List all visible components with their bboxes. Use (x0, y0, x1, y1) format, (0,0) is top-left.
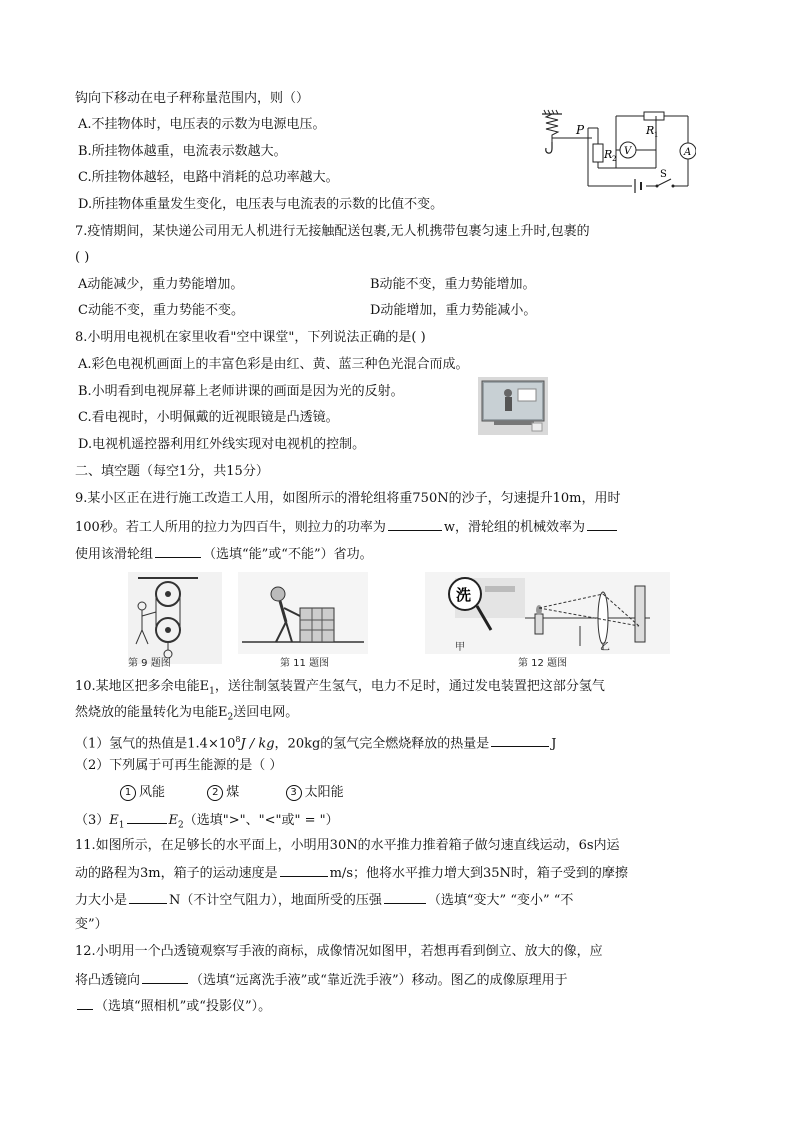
q9-line-3-text-a: 使用该滑轮组 (75, 547, 154, 562)
q12-line-3-text: （选填“照相机”或“投影仪”）。 (95, 999, 272, 1014)
q11-line-2 (75, 862, 628, 884)
label-r2-sub: 2 (612, 155, 617, 163)
q10-p3-e1-sub: 1 (118, 820, 125, 831)
q9-blank-save-work[interactable] (155, 543, 201, 558)
figure-11-caption: 第 11 题图 (280, 658, 330, 669)
q7-option-a: A动能减少，重力势能增加。 (78, 277, 244, 292)
q9-pulley-figure (128, 572, 222, 664)
q8-option-a: A.彩色电视机画面上的丰富色彩是由红、黄、蓝三种色光混合而成。 (78, 357, 469, 372)
q7-option-d: D动能增加，重力势能减小。 (370, 303, 537, 318)
q9-blank-efficiency[interactable] (587, 516, 617, 531)
q11-blank-pressure[interactable] (384, 889, 426, 904)
q12-line-2 (75, 969, 568, 991)
q12-line-1: 12.小明用一个凸透镜观察写手液的商标，成像情况如图甲，若想再看到倒立、放大的像，应 (75, 944, 603, 959)
q11-blank-speed[interactable] (280, 862, 328, 877)
q11-line-1: 11.如图所示，在足够长的水平面上，小明用30N的水平推力推着箱子做匀速直线运动，6s内运 (75, 838, 620, 853)
q9-line-2 (75, 516, 619, 538)
q10-option-1: 风能 (139, 785, 166, 800)
q10-line-1 (75, 677, 605, 702)
q10-part-2: （2）下列属于可再生能源的是（ ） (75, 758, 283, 773)
q6-option-c: C.所挂物体越轻，电路中消耗的总功率越大。 (78, 170, 339, 185)
figure-9-caption: 第 9 题图 (128, 658, 171, 669)
q9-line-2-text-b: w，滑轮组的机械效率为 (443, 520, 585, 535)
q10-line-1-a: 10.某地区把多余电能E (75, 679, 210, 694)
q10-line-2-a: 然烧放的能量转化为电能E (75, 705, 228, 720)
q6-circuit-figure (536, 108, 696, 198)
q9-line-1: 9.某小区正在进行施工改造工人用，如图所示的滑轮组将重750N的沙子，匀速提升10m，用时 (75, 491, 621, 506)
q10-line-1-b: ，送往制氢装置产生氢气，电力不足时，通过发电装置把这部分氢气 (214, 679, 605, 694)
q10-p3-e1: E (109, 813, 119, 828)
q9-blank-power[interactable] (388, 516, 442, 531)
label-r2: R (604, 148, 613, 161)
q8-option-b: B.小明看到电视屏幕上老师讲课的画面是因为光的反射。 (78, 384, 404, 399)
figure-12-caption: 第 12 题图 (518, 658, 568, 669)
q10-blank-compare[interactable] (127, 809, 167, 824)
q7-option-c: C动能不变，重力势能不变。 (78, 303, 244, 318)
q10-options (120, 783, 344, 803)
q6-option-d: D.所挂物体重量发生变化，电压表与电流表的示数的比值不变。 (78, 197, 444, 212)
q10-line-2 (75, 703, 298, 728)
q10-p1-unit: J / kg (240, 736, 275, 752)
q10-p3-a: （3） (75, 813, 110, 828)
label-r1-sub: 1 (654, 131, 659, 139)
q11-line-2-b: m/s；他将水平推力增大到35N时，箱子受到的摩擦 (329, 866, 628, 881)
q11-push-box-figure (238, 572, 368, 654)
q6-stem: 钩向下移动在电子秤称量范围内，则（） (75, 91, 310, 106)
q10-e2-sub: 2 (227, 712, 234, 723)
q10-option-2-number: 2 (207, 785, 223, 801)
q6-option-a: A.不挂物体时，电压表的示数为电源电压。 (78, 117, 326, 132)
q10-p3-b: （选填">"、"<"或" = "） (183, 813, 339, 828)
q7-option-b: B动能不变，重力势能增加。 (370, 277, 536, 292)
q7-stem: 7.疫情期间，某快递公司用无人机进行无接触配送包裹,无人机携带包裹匀速上升时,包裹的 (75, 224, 590, 239)
q10-part-3 (75, 809, 339, 836)
q9-line-3 (75, 543, 373, 565)
q10-p1-joule: J (551, 736, 557, 752)
q10-p3-e2: E (168, 813, 179, 828)
q12-line-2-a: 将凸透镜向 (75, 973, 141, 988)
q10-option-2: 煤 (226, 785, 240, 800)
q11-line-3-a: 力大小是 (75, 893, 128, 908)
label-r1: R (646, 124, 655, 137)
q11-blank-friction[interactable] (129, 889, 167, 904)
q12-blank-direction[interactable] (142, 969, 188, 984)
q11-line-4: 变”） (75, 917, 108, 932)
q9-line-2-text-a: 100秒。若工人所用的拉力为四百牛，则拉力的功率为 (75, 520, 386, 535)
q10-p3-e2-sub: 2 (178, 820, 184, 831)
q7-stem-paren: ( ) (75, 250, 90, 265)
q8-option-c: C.看电视时，小明佩戴的近视眼镜是凸透镜。 (78, 410, 339, 425)
q11-line-3-b: N（不计空气阻力），地面所受的压强 (169, 893, 382, 908)
q10-p1-c: ，20kg的氢气完全燃烧释放的热量是 (274, 736, 490, 752)
q10-e1-sub: 1 (209, 686, 215, 697)
label-s: S (660, 169, 667, 180)
label-jia: 甲 (455, 642, 465, 653)
q12-line-3 (75, 995, 271, 1017)
q8-stem: 8.小明用电视机在家里收看"空中课堂"，下列说法正确的是( ) (75, 330, 426, 345)
label-yi: 乙 (600, 642, 610, 653)
q10-option-3: 太阳能 (304, 785, 344, 800)
q10-p1-a: （1）氢气的热值是1.4×10 (75, 736, 236, 752)
q8-option-d: D.电视机遥控器利用红外线实现对电视机的控制。 (78, 437, 366, 452)
q11-line-2-a: 动的路程为3m，箱子的运动速度是 (75, 866, 278, 881)
q11-line-3 (75, 889, 573, 911)
q10-option-1-number: 1 (120, 785, 136, 801)
label-p: P (576, 123, 585, 137)
q10-part-1 (75, 730, 557, 754)
q12-line-2-b: （选填“远离洗手液”或“靠近洗手液”）移动。图乙的成像原理用于 (190, 973, 568, 988)
xi-character: 洗 (456, 586, 472, 604)
q6-option-b: B.所挂物体越重，电流表示数越大。 (78, 144, 287, 159)
q12-blank-application[interactable] (77, 995, 93, 1010)
q9-line-3-text-b: （选填“能”或“不能”）省功。 (203, 547, 373, 562)
section-2-heading: 二、填空题（每空1分，共15分） (75, 464, 269, 479)
tv-image (478, 377, 548, 435)
q10-p1-exp: 8 (235, 735, 241, 744)
q10-blank-heat[interactable] (491, 732, 549, 747)
q10-line-2-b: 送回电网。 (233, 705, 299, 720)
label-v: V (624, 146, 632, 157)
q11-line-3-c: （选填“变大” “变小” “不 (427, 893, 574, 908)
q10-option-3-number: 3 (286, 785, 302, 801)
label-a: A (684, 147, 692, 158)
